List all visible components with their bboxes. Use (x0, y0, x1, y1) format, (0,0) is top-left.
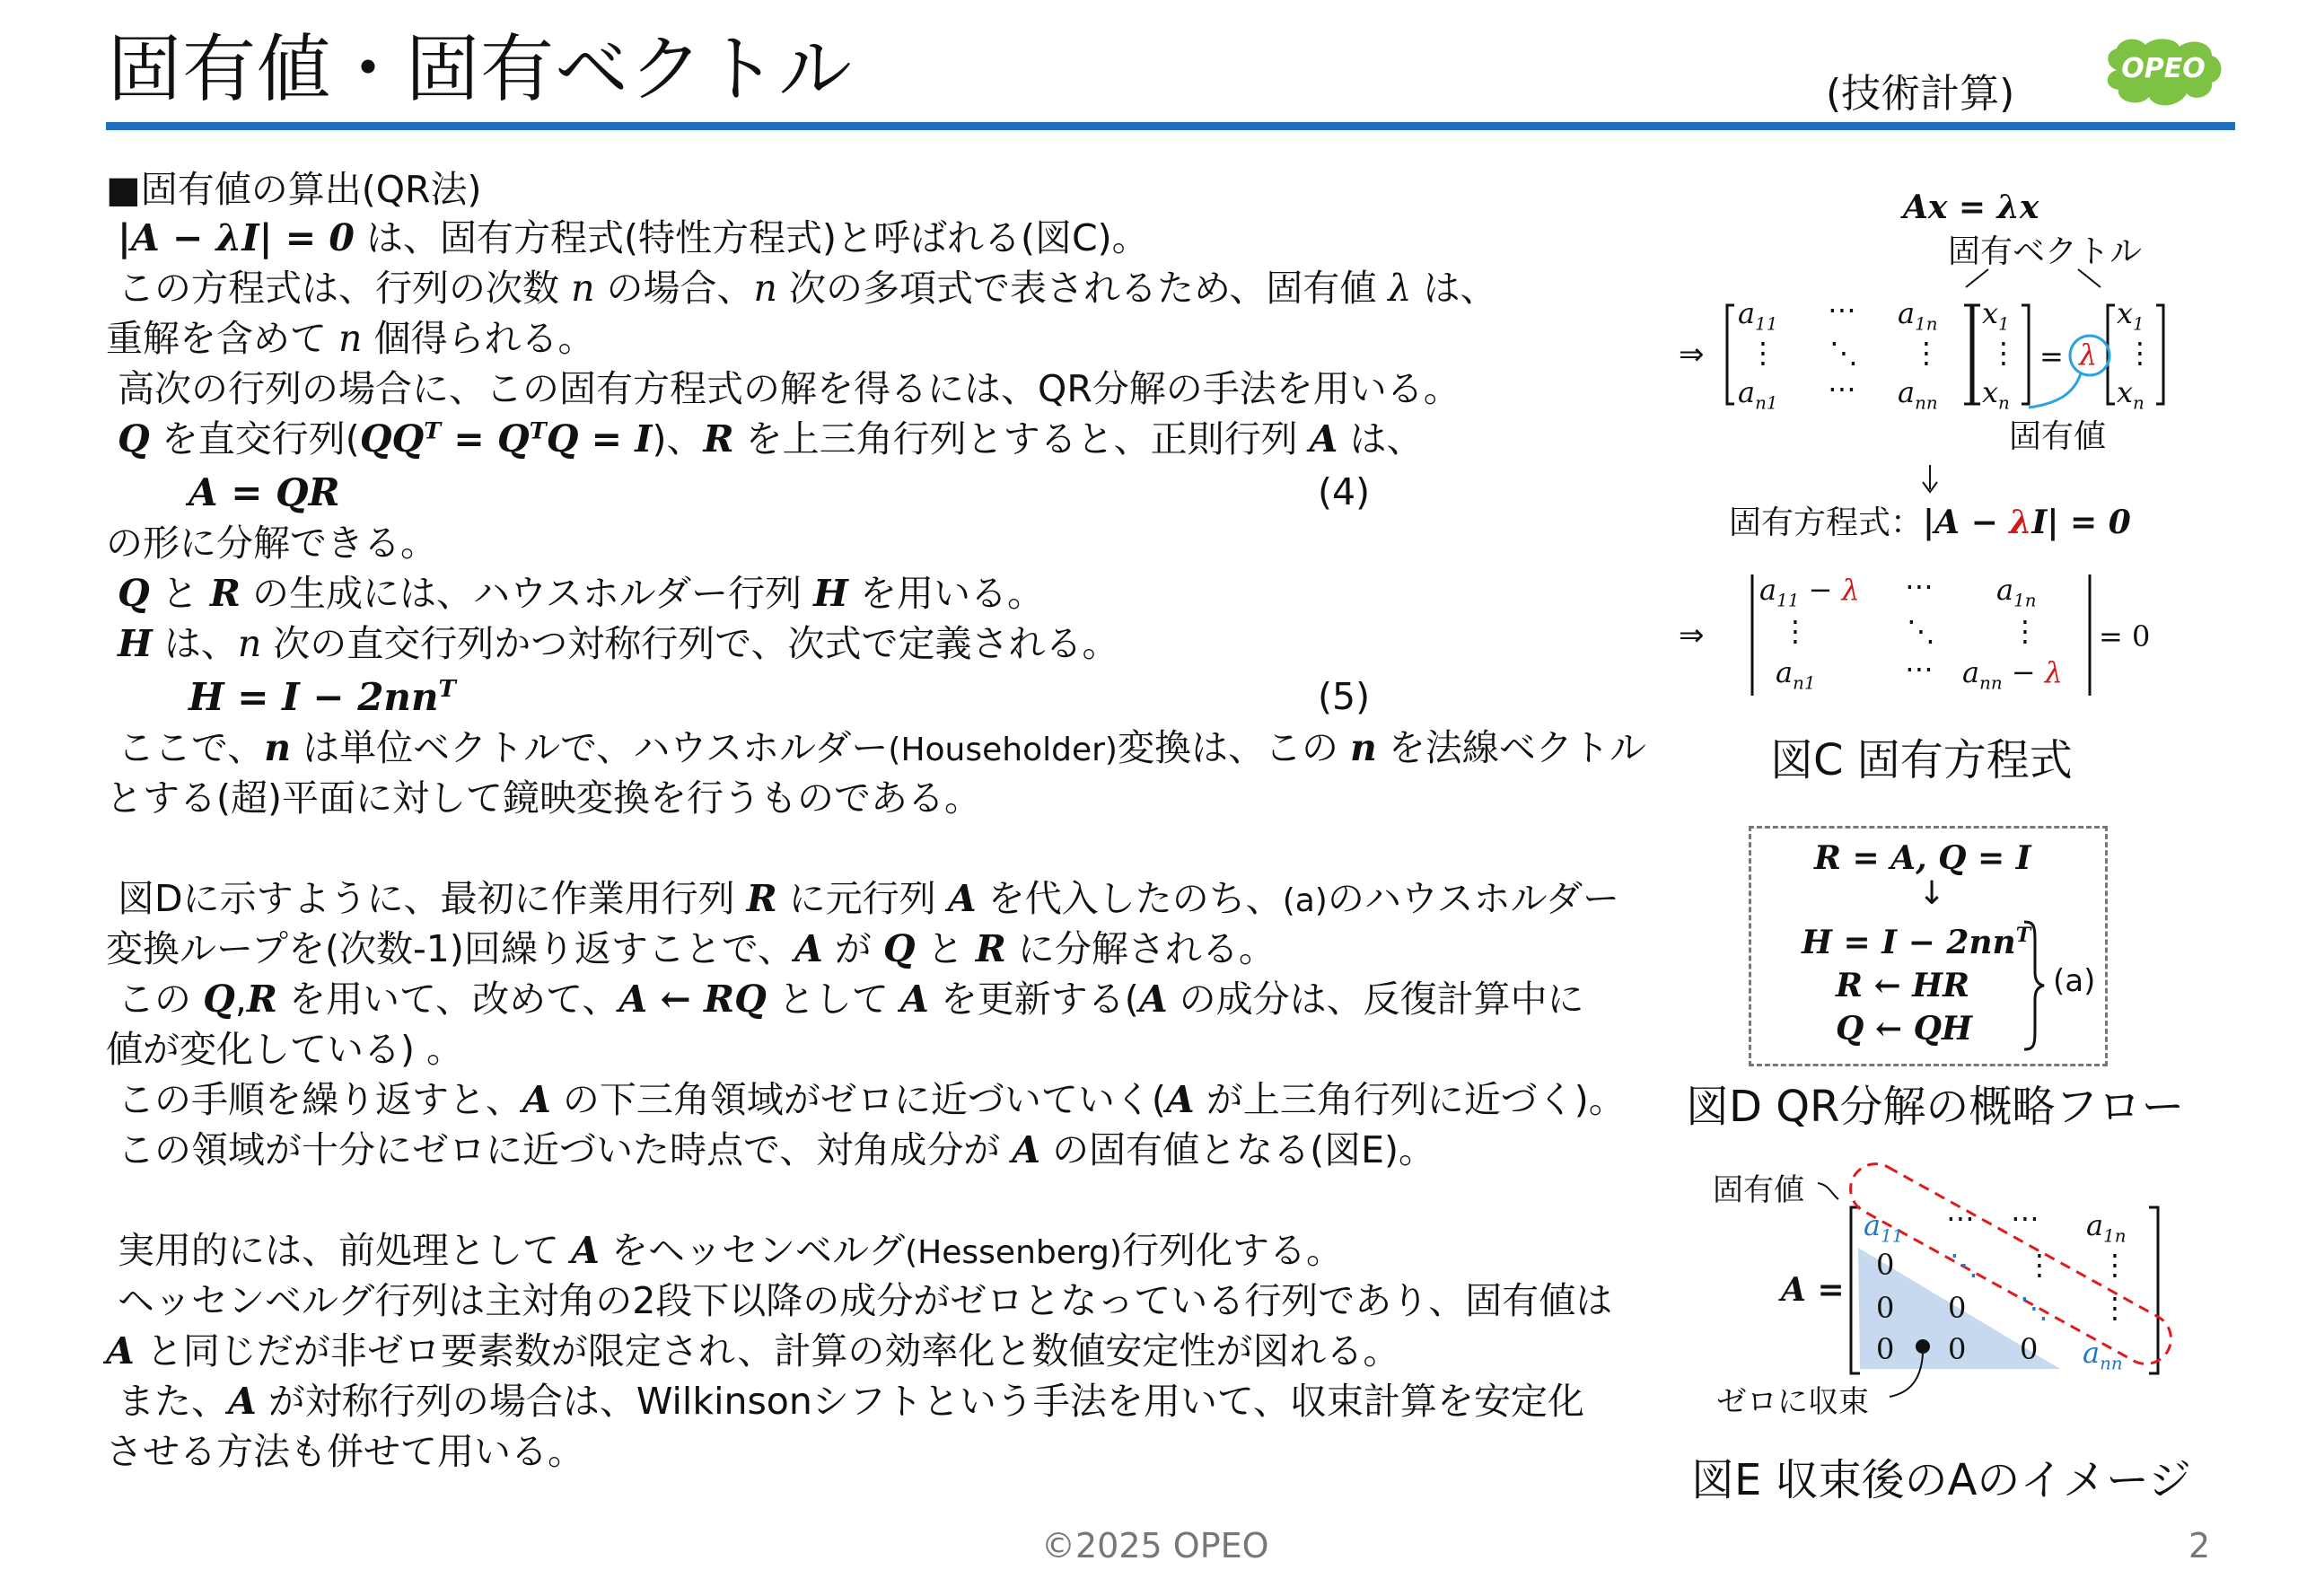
text-line-19: A と同じだが非ゼロ要素数が限定され、計算の効率化と数値安定性が図れる。 (106, 1329, 1400, 1372)
text-line-7: Q と R の生成には、ハウスホルダー行列 H を用いる。 (118, 572, 1044, 615)
text-line-21: させる方法も併せて用いる。 (106, 1430, 584, 1473)
text-line-5: Q を直交行列$(QQ^T = Q^TQ = I)$、R を上三角行列とすると、正則行列 A は、 (118, 417, 1424, 460)
section-heading: ■固有値の算出(QR法) (106, 168, 482, 211)
figure-d-box: R = A, Q = I ↓ $H = I - 2nn^T$ R ← HR Q ← QH (a) (1749, 826, 2108, 1066)
zero-converge-label: ゼロに収束 (1716, 1384, 1869, 1420)
text-line-17: 実用的には、前処理として A をヘッセンベルグ(Hessenberg)行列化する。 (118, 1229, 1343, 1272)
text-line-9: ここで、n は単位ベクトルで、ハウスホルダー(Householder)変換は、この n を法線ベクトル (118, 726, 1646, 769)
text-line-8: H は、n 次の直交行列かつ対称行列で、次式で定義される。 (118, 622, 1119, 665)
flow-init: R = A, Q = I (1814, 839, 2031, 877)
figure-c: Ax = λx 固有ベクトル ⇒ $a_{11}$ ⋯ $a_{1n}$ ⋮ ⋱ ⋮ $a_{n1}$ ⋯ $a_{nn}$ $x_1$ ⋮ $x_n$ = λ $x_1$ ⋮ $x_n$ 固有値 固有方程式：|A − λI| = 0 ⇒ $a_{11} - \lambda$ ⋯ $a_{1n}$ ⋮ ⋱ ⋮ $a_{n1}$ ⋯ $a_{nn} - \lambda$ = 0 図C 固有方程式 (1670, 180, 2208, 790)
characteristic-equation: 固有方程式：|A − λI| = 0 (1729, 504, 2131, 541)
opeo-logo (2101, 34, 2226, 117)
text-line-11: 図Dに示すように、最初に作業用行列 R に元行列 A を代入したのち、(a)のハウスホルダー (118, 877, 1619, 920)
figure-e: 固有値 A = $a_{11}$ ⋯ ⋯ $a_{1n}$ 0 ⋱ ⋮ ⋮ 0 0 ⋱ ⋮ 0 0 0 $a_{nn}$ ゼロに収束 (1706, 1158, 2172, 1463)
eigenvalue-label-e: 固有値 (1713, 1172, 1804, 1208)
equation-5-number: (5) (1318, 675, 1371, 718)
det-equals-zero: = 0 (2099, 619, 2151, 653)
text-line-2: この方程式は、行列の次数 n の場合、n 次の多項式で表されるため、固有値 λ は、 (118, 267, 1497, 310)
page-title: 固有値・固有ベクトル (108, 27, 854, 112)
figure-c-caption: 図C 固有方程式 (1770, 735, 2073, 785)
text-line-15: この手順を繰り返すと、A の下三角領域がゼロに近づいていく(A が上三角行列に近づく)。 (118, 1078, 1626, 1121)
text-line-4: 高次の行列の場合に、この固有方程式の解を得るには、QR分解の手法を用いる。 (118, 367, 1460, 410)
eigen-equation: Ax = λx (1903, 189, 2039, 226)
text-line-20: また、A が対称行列の場合は、Wilkinsonシフトという手法を用いて、収束計算を安定化 (118, 1380, 1585, 1423)
figure-e-caption: 図E 収束後のAのイメージ (1691, 1455, 2191, 1505)
text-line-6: の形に分解できる。 (106, 522, 437, 565)
loop-label: (a) (2053, 963, 2096, 999)
text-line-16: この領域が十分にゼロに近づいた時点で、対角成分が A の固有値となる(図E)。 (118, 1128, 1436, 1171)
category-label: (技術計算) (1826, 71, 2015, 117)
flow-update-r: R ← HR (1836, 967, 1970, 1004)
text-line-10: とする(超)平面に対して鏡映変換を行うものである。 (106, 776, 981, 820)
text-line-18: ヘッセンベルグ行列は主対角の2段下以降の成分がゼロとなっている行列であり、固有値は (118, 1279, 1613, 1322)
eigenvector-label: 固有ベクトル (1948, 233, 2143, 270)
page-number: 2 (2188, 1526, 2211, 1565)
text-line-13: この Q,R を用いて、改めて、A ← RQ として A を更新する(A の成分は、反復計算中に (118, 978, 1584, 1021)
equation-5: $H = I - 2nn^T$ (189, 675, 456, 719)
eigenvalue-label: 固有値 (2009, 418, 2107, 455)
figure-c-drawing (1670, 180, 2208, 790)
equation-4-number: (4) (1318, 470, 1371, 513)
text-line-12: 変換ループを(次数-1)回繰り返すことで、A が Q と R に分解される。 (106, 927, 1276, 970)
header-rule (106, 122, 2235, 130)
equation-4: A = QR (189, 470, 340, 514)
figure-d-caption: 図D QR分解の概略フロー (1686, 1082, 2185, 1132)
text-line-3: 重解を含めて n 個得られる。 (106, 317, 595, 360)
logo-text: OPEO (2121, 53, 2206, 84)
flow-update-q: Q ← QH (1836, 1010, 1972, 1048)
text-line-1: |A − λI| = 0 は、固有方程式(特性方程式)と呼ばれる(図C)。 (118, 216, 1149, 259)
flow-householder: $H = I - 2nn^T$ (1802, 924, 2031, 961)
text-line-14: 値が変化している) 。 (106, 1028, 464, 1071)
copyright: ©2025 OPEO (1041, 1526, 1269, 1565)
